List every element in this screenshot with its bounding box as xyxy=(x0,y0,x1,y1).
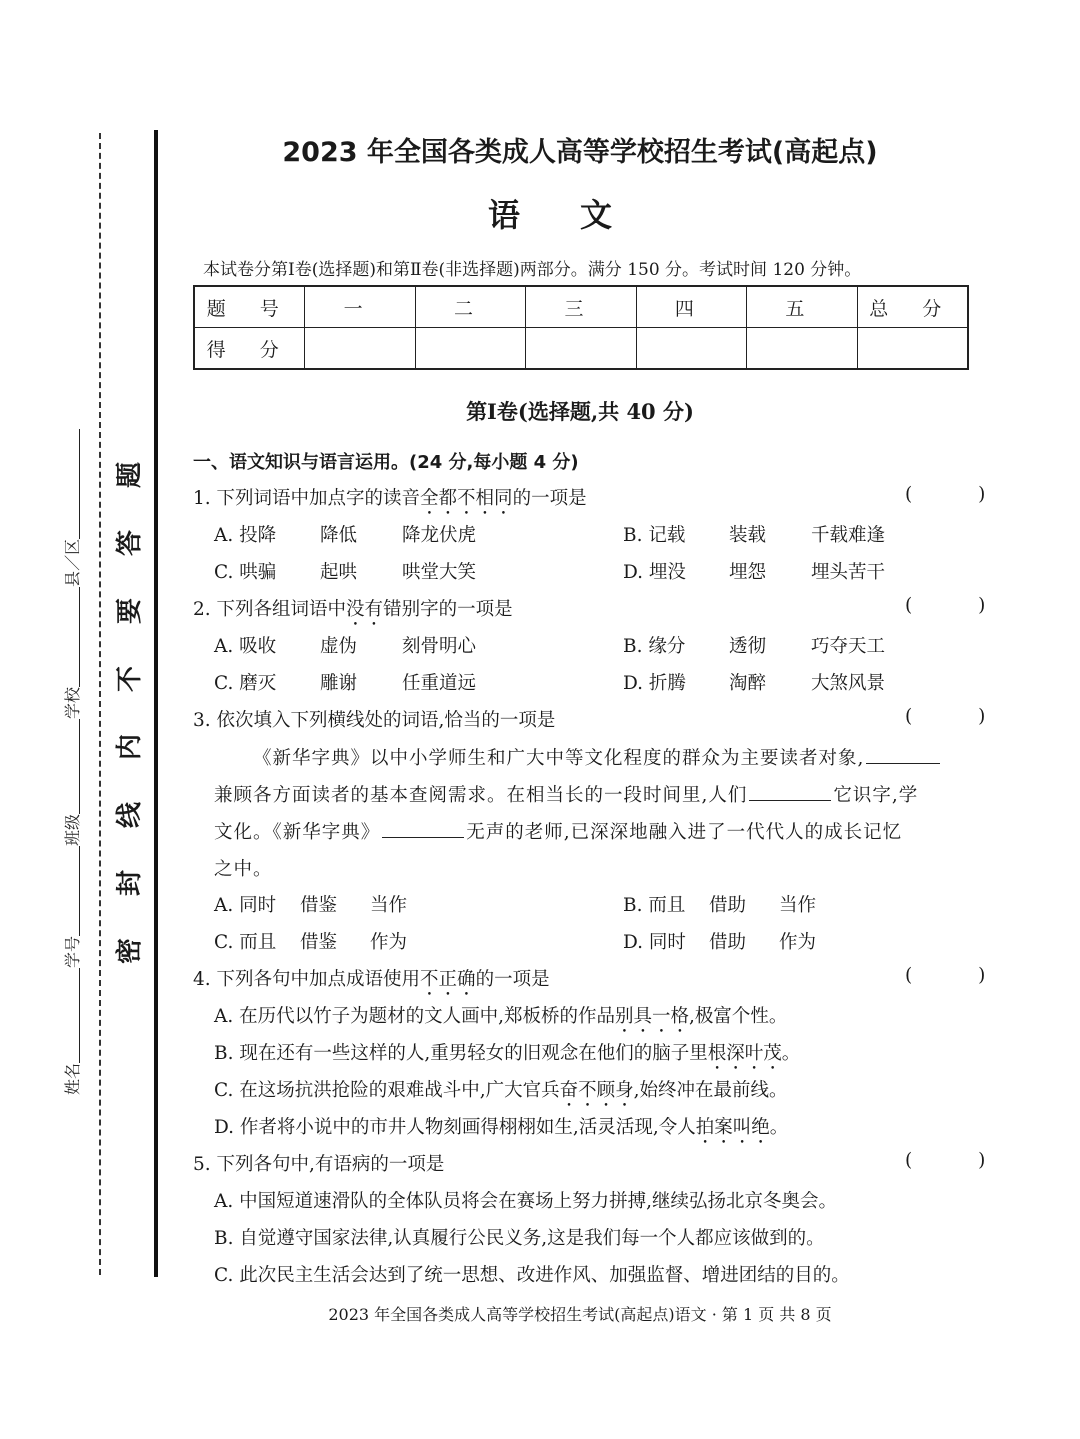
option-word: 借助 xyxy=(709,895,747,916)
option-word: 巧夺天工 xyxy=(811,636,886,657)
answer-paren[interactable]: ( ) xyxy=(905,706,1016,727)
answer-paren[interactable]: ( ) xyxy=(905,595,1016,616)
option-word: A. 投降 xyxy=(214,525,277,546)
option-word: 借鉴 xyxy=(300,932,338,953)
fill-blank[interactable] xyxy=(749,786,831,801)
fill-blank[interactable] xyxy=(382,823,464,838)
option-word: 哄堂大笑 xyxy=(402,562,477,583)
score-blank-cell[interactable] xyxy=(636,328,746,370)
q3-passage-line xyxy=(214,781,918,807)
exam-intro: 本试卷分第Ⅰ卷(选择题)和第Ⅱ卷(非选择题)两部分。满分 150 分。考试时间 120 分钟。 xyxy=(203,260,862,280)
score-table xyxy=(193,285,969,370)
seal-char: 内 xyxy=(114,733,145,761)
option-word: 起哄 xyxy=(320,562,358,583)
q3-option-b[interactable] xyxy=(623,891,816,917)
stem-text: 2. 下列各组词语中 xyxy=(193,599,347,620)
q3-option-d[interactable] xyxy=(623,928,816,954)
idiom-text: 根深叶茂 xyxy=(707,1043,782,1064)
q5-option-a[interactable]: A. 中国短道速滑队的全体队员将会在赛场上努力拼搏,继续弘扬北京冬奥会。 xyxy=(214,1191,838,1212)
option-word: 淘醉 xyxy=(729,673,767,694)
option-word: D. 同时 xyxy=(623,932,686,953)
option-word: 当作 xyxy=(370,895,408,916)
q3-passage-line: 之中。 xyxy=(214,859,273,880)
score-cell: 一 xyxy=(305,286,415,328)
option-text: C. 在这场抗洪抢险的艰难战斗中,广大官兵 xyxy=(214,1080,560,1101)
seal-char: 线 xyxy=(114,801,145,829)
county-blank[interactable] xyxy=(67,429,80,539)
q3-option-c[interactable] xyxy=(214,928,407,954)
option-text: B. 现在还有一些这样的人,重男轻女的旧观念在他们的脑子里 xyxy=(214,1043,708,1064)
option-text: 。 xyxy=(769,1117,789,1138)
q2-option-d[interactable] xyxy=(623,669,885,695)
option-word: 雕谢 xyxy=(320,673,358,694)
idiom-text: 奋不顾身 xyxy=(559,1080,634,1101)
emphasis-text: 不正确 xyxy=(420,969,476,990)
idiom-text: 别具一格 xyxy=(615,1006,690,1027)
exam-title: 2023 年全国各类成人高等学校招生考试(高起点) xyxy=(282,137,878,168)
option-word: C. 磨灭 xyxy=(214,673,277,694)
option-word: A. 吸收 xyxy=(214,636,277,657)
stem-text: 的一项是 xyxy=(512,488,587,509)
score-blank-cell[interactable] xyxy=(857,328,968,370)
option-word: B. 而且 xyxy=(623,895,686,916)
option-word: 借助 xyxy=(709,932,747,953)
option-word: C. 而且 xyxy=(214,932,277,953)
option-word: B. 记载 xyxy=(623,525,686,546)
q4-option-c[interactable] xyxy=(214,1076,788,1111)
option-word: 千载难逢 xyxy=(811,525,886,546)
q2-option-b[interactable] xyxy=(623,632,885,658)
option-text: ,极富个性。 xyxy=(689,1006,788,1027)
county-label: 县／区 xyxy=(63,538,82,587)
option-word: 当作 xyxy=(779,895,817,916)
option-word: B. 缘分 xyxy=(623,636,686,657)
option-word: 降龙伏虎 xyxy=(402,525,477,546)
name-blank[interactable] xyxy=(67,968,80,1063)
idiom-text: 拍案叫绝 xyxy=(695,1117,770,1138)
school-label: 学校 xyxy=(63,686,82,719)
student-info-fields xyxy=(60,429,83,1095)
option-word: 借鉴 xyxy=(300,895,338,916)
option-word: 任重道远 xyxy=(402,673,477,694)
option-word: 埋头苦干 xyxy=(811,562,886,583)
score-blank-cell[interactable] xyxy=(526,328,636,370)
seal-char: 题 xyxy=(114,461,145,489)
option-word: 装载 xyxy=(729,525,767,546)
section1-title: 一、语文知识与语言运用。(24 分,每小题 4 分) xyxy=(193,452,579,473)
answer-paren[interactable]: ( ) xyxy=(905,1150,1016,1171)
question-4-stem xyxy=(193,965,550,1000)
question-1-stem xyxy=(193,484,587,519)
stem-text: 1. 下列词语中加点字的读音 xyxy=(193,488,421,509)
score-value-row xyxy=(194,328,968,370)
option-word: 埋怨 xyxy=(729,562,767,583)
student-id-blank[interactable] xyxy=(67,846,80,936)
passage-text: 无声的老师,已深深地融入进了一代代人的成长记忆 xyxy=(466,822,903,843)
q2-option-a[interactable] xyxy=(214,632,476,658)
emphasis-text: 没有 xyxy=(346,599,384,620)
q4-option-d[interactable] xyxy=(214,1113,788,1148)
part1-title: 第Ⅰ卷(选择题,共 40 分) xyxy=(466,399,694,424)
question-3-stem: 3. 依次填入下列横线处的词语,恰当的一项是 xyxy=(193,710,556,731)
option-text: D. 作者将小说中的市井人物刻画得栩栩如生,活灵活现,令人 xyxy=(214,1117,696,1138)
option-text: A. 在历代以竹子为题材的文人画中,郑板桥的作品 xyxy=(214,1006,616,1027)
passage-text: 《新华字典》以中小学师生和广大中等文化程度的群众为主要读者对象, xyxy=(253,748,865,769)
answer-paren[interactable]: ( ) xyxy=(905,484,1016,505)
seal-warning xyxy=(112,441,148,985)
option-word: 作为 xyxy=(370,932,408,953)
answer-paren[interactable]: ( ) xyxy=(905,965,1016,986)
option-word: 刻骨明心 xyxy=(402,636,477,657)
seal-char: 密 xyxy=(114,937,145,965)
score-cell: 四 xyxy=(636,286,746,328)
score-row-label: 得 分 xyxy=(194,328,305,370)
question-2-stem xyxy=(193,595,513,630)
subject-title: 语文 xyxy=(487,196,672,234)
binding-line xyxy=(154,130,158,1277)
school-blank[interactable] xyxy=(67,587,80,687)
q1-option-a[interactable] xyxy=(214,521,476,547)
score-cell: 二 xyxy=(415,286,525,328)
option-word: 虚伪 xyxy=(320,636,358,657)
option-text: ,始终冲在最前线。 xyxy=(633,1080,788,1101)
q5-option-c[interactable]: C. 此次民主生活会达到了统一思想、改进作风、加强监督、增进团结的目的。 xyxy=(214,1265,850,1286)
option-word: D. 折腾 xyxy=(623,673,686,694)
q1-option-d[interactable] xyxy=(623,558,885,584)
class-blank[interactable] xyxy=(67,719,80,814)
option-word: D. 埋没 xyxy=(623,562,686,583)
name-label: 姓名 xyxy=(63,1062,82,1095)
score-blank-cell[interactable] xyxy=(305,328,415,370)
passage-text: 兼顾各方面读者的基本查阅需求。在相当长的一段时间里,人们 xyxy=(214,785,748,806)
score-cell: 总 分 xyxy=(857,286,968,328)
q3-option-a[interactable] xyxy=(214,891,407,917)
option-word: 作为 xyxy=(779,932,817,953)
seal-char: 不 xyxy=(114,665,145,693)
q5-option-b[interactable]: B. 自觉遵守国家法律,认真履行公民义务,这是我们每一个人都应该做到的。 xyxy=(214,1228,825,1249)
question-5-stem: 5. 下列各句中,有语病的一项是 xyxy=(193,1154,445,1175)
option-word: 降低 xyxy=(320,525,358,546)
q3-passage-line xyxy=(214,818,902,844)
score-cell: 三 xyxy=(526,286,636,328)
stem-text: 4. 下列各句中加点成语使用 xyxy=(193,969,421,990)
option-word: C. 哄骗 xyxy=(214,562,277,583)
score-header-row xyxy=(194,286,968,328)
option-word: A. 同时 xyxy=(214,895,277,916)
q4-option-b[interactable] xyxy=(214,1039,800,1074)
stem-text: 错别字的一项是 xyxy=(383,599,513,620)
fill-blank[interactable] xyxy=(866,749,940,764)
q3-passage-line xyxy=(253,744,942,770)
option-text: 。 xyxy=(781,1043,801,1064)
passage-text: 文化。《新华字典》 xyxy=(214,822,381,843)
emphasis-text: 全都不相同 xyxy=(420,488,513,509)
option-word: 透彻 xyxy=(729,636,767,657)
score-cell: 题 号 xyxy=(194,286,305,328)
seal-char: 要 xyxy=(114,597,145,625)
seal-char: 封 xyxy=(114,869,145,897)
q2-option-c[interactable] xyxy=(214,669,476,695)
q1-option-c[interactable] xyxy=(214,558,476,584)
option-word: 大煞风景 xyxy=(811,673,886,694)
stem-text: 的一项是 xyxy=(475,969,550,990)
q4-option-a[interactable] xyxy=(214,1002,787,1037)
score-blank-cell[interactable] xyxy=(747,328,857,370)
student-id-label: 学号 xyxy=(63,935,82,968)
page-footer: 2023 年全国各类成人高等学校招生考试(高起点)语文 · 第 1 页 共 8 页 xyxy=(328,1305,832,1324)
seal-char: 答 xyxy=(114,529,145,557)
score-cell: 五 xyxy=(747,286,857,328)
passage-text: 它识字,学 xyxy=(833,785,919,806)
class-label: 班级 xyxy=(63,813,82,846)
score-blank-cell[interactable] xyxy=(415,328,525,370)
dashed-cut-line xyxy=(99,133,101,1275)
q1-option-b[interactable] xyxy=(623,521,885,547)
